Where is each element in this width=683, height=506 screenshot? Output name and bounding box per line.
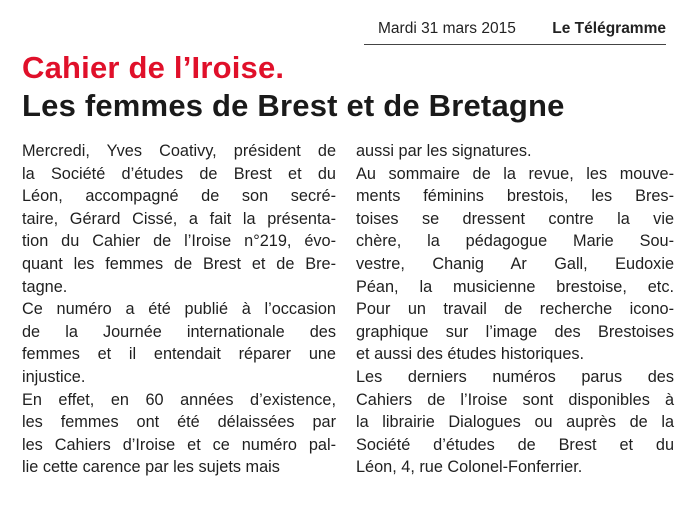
text-line: tagne. <box>22 277 68 296</box>
text-line: Léon, accompagné de son secré- <box>22 187 336 206</box>
article-column-right <box>356 140 674 479</box>
article-paragraph <box>22 389 336 479</box>
article-column-left <box>22 140 336 479</box>
publication-date: Mardi 31 mars 2015 <box>378 20 516 37</box>
article-paragraph <box>356 140 674 163</box>
text-line: Péan, la musicienne brestoise, etc. <box>356 277 674 296</box>
text-line: chère, la pédagogue Marie Sou- <box>356 232 674 251</box>
newspaper-header <box>364 14 666 45</box>
text-line: aussi par les signatures. <box>356 142 532 160</box>
text-line: tion du Cahier de l’Iroise n°219, évo- <box>22 232 336 251</box>
text-line: et aussi des études historiques. <box>356 345 585 364</box>
text-line: toises se dressent contre la vie <box>356 209 674 228</box>
article-title: Les femmes de Brest et de Bretagne <box>22 88 565 123</box>
newspaper-name: Le Télégramme <box>552 20 666 37</box>
text-line: Cahiers de l’Iroise sont disponibles à <box>356 390 674 409</box>
text-line: femmes et il entendait réparer une <box>22 345 336 364</box>
text-line: les Cahiers d’Iroise et ce numéro pal- <box>22 435 336 454</box>
text-line: Léon, 4, rue Colonel-Fonferrier. <box>356 458 583 477</box>
text-line: Ce numéro a été publié à l’occasion <box>22 300 336 319</box>
article-paragraph <box>356 366 674 479</box>
text-line: Société d’études de Brest et du <box>356 435 674 454</box>
text-line: lie cette carence par les sujets mais <box>22 458 280 477</box>
text-line: graphique sur l’image des Brestoises <box>356 322 674 341</box>
text-line: Pour un travail de recherche icono- <box>356 300 674 319</box>
text-line: la Société d’études de Brest et du <box>22 164 336 183</box>
article-paragraph <box>22 298 336 388</box>
text-line: taire, Gérard Cissé, a fait la présenta- <box>22 209 336 228</box>
text-line: En effet, en 60 années d’existence, <box>22 390 336 409</box>
text-line: vestre, Chanig Ar Gall, Eudoxie <box>356 254 674 273</box>
text-line: quant les femmes de Brest et de Bre- <box>22 254 336 273</box>
text-line: ments féminins brestois, les Bres- <box>356 187 674 206</box>
text-line: les femmes ont été délaissées par <box>22 413 336 432</box>
text-line: Les derniers numéros parus des <box>356 367 674 386</box>
text-line: de la Journée internationale des <box>22 322 336 341</box>
article-paragraph <box>22 140 336 298</box>
article-kicker: Cahier de l’Iroise. <box>22 50 285 85</box>
text-line: injustice. <box>22 367 86 386</box>
text-line: Au sommaire de la revue, les mouve- <box>356 164 674 183</box>
article-paragraph <box>356 163 674 366</box>
text-line: Mercredi, Yves Coativy, président de <box>22 142 336 160</box>
text-line: la librairie Dialogues ou auprès de la <box>356 413 674 432</box>
